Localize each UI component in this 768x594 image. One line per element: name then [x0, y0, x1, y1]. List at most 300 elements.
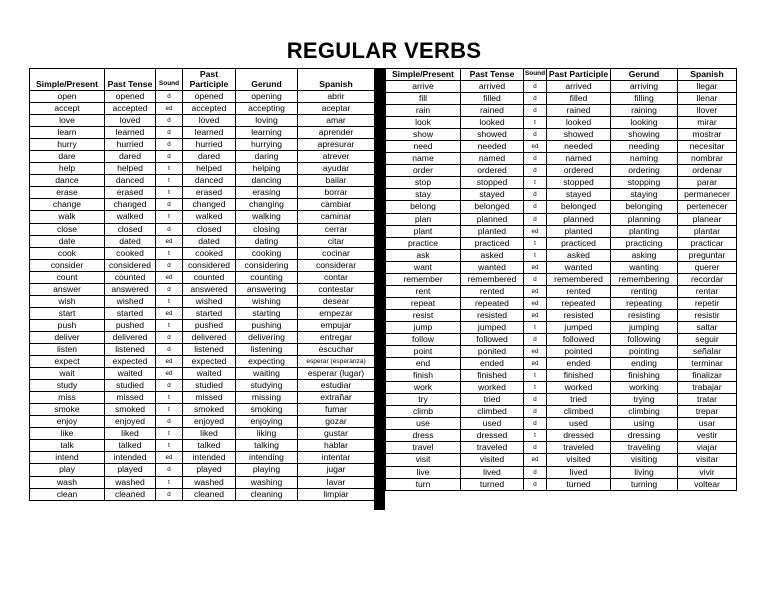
table-row	[386, 237, 737, 249]
cell-past-participle: dressed	[547, 430, 611, 442]
cell-sound: ed	[524, 285, 547, 297]
cell-spanish: contestar	[298, 283, 375, 295]
cell-spanish: viajar	[678, 442, 737, 454]
cell-spanish: planear	[678, 213, 737, 225]
cell-simple-present: date	[30, 235, 105, 247]
cell-spanish: permanecer	[678, 189, 737, 201]
table-row	[30, 319, 375, 331]
cell-past-tense: helped	[105, 163, 156, 175]
cell-past-tense: changed	[105, 199, 156, 211]
col-header-sound: Sound	[156, 69, 183, 91]
cell-spanish: limpiar	[298, 488, 375, 500]
cell-sound: t	[156, 211, 183, 223]
cell-past-tense: opened	[105, 91, 156, 103]
cell-spanish: considerar	[298, 259, 375, 271]
cell-past-tense: pushed	[105, 319, 156, 331]
cell-past-tense: cleaned	[105, 488, 156, 500]
cell-gerund: cleaning	[236, 488, 298, 500]
cell-spanish: borrar	[298, 187, 375, 199]
cell-simple-present: climb	[386, 406, 461, 418]
cell-gerund: asking	[611, 249, 678, 261]
cell-past-tense: filled	[461, 93, 524, 105]
cell-gerund: enjoying	[236, 416, 298, 428]
cell-simple-present: erase	[30, 187, 105, 199]
cell-spanish: señalar	[678, 346, 737, 358]
cell-past-tense: climbed	[461, 406, 524, 418]
cell-simple-present: clean	[30, 488, 105, 500]
cell-past-participle: missed	[183, 392, 236, 404]
cell-past-tense: liked	[105, 428, 156, 440]
table-row	[386, 394, 737, 406]
cell-gerund: trying	[611, 394, 678, 406]
cell-gerund: traveling	[611, 442, 678, 454]
cell-past-tense: missed	[105, 392, 156, 404]
cell-gerund: looking	[611, 117, 678, 129]
table-row	[30, 175, 375, 187]
cell-sound: t	[156, 319, 183, 331]
cell-past-tense: considered	[105, 259, 156, 271]
cell-past-participle: wanted	[547, 261, 611, 273]
table-row	[30, 440, 375, 452]
cell-past-tense: repeated	[461, 297, 524, 309]
cell-spanish: vestir	[678, 430, 737, 442]
cell-spanish: lavar	[298, 476, 375, 488]
cell-sound: d	[524, 273, 547, 285]
cell-spanish: finalizar	[678, 370, 737, 382]
cell-past-participle: studied	[183, 380, 236, 392]
cell-simple-present: like	[30, 428, 105, 440]
cell-sound: d	[524, 333, 547, 345]
table-row	[30, 91, 375, 103]
cell-sound: ed	[156, 356, 183, 368]
cell-past-participle: remembered	[547, 273, 611, 285]
cell-simple-present: stop	[386, 177, 461, 189]
cell-gerund: pushing	[236, 319, 298, 331]
cell-gerund: waiting	[236, 368, 298, 380]
cell-gerund: walking	[236, 211, 298, 223]
cell-simple-present: close	[30, 223, 105, 235]
table-row	[386, 129, 737, 141]
cell-spanish: apresurar	[298, 139, 375, 151]
cell-spanish: citar	[298, 235, 375, 247]
col-header-simple-present: Simple/Present	[30, 69, 105, 91]
table-row	[30, 199, 375, 211]
cell-past-participle: planted	[547, 225, 611, 237]
cell-simple-present: change	[30, 199, 105, 211]
table-row	[386, 105, 737, 117]
cell-spanish: practicar	[678, 237, 737, 249]
cell-past-tense: traveled	[461, 442, 524, 454]
cell-spanish: esperar (lugar)	[298, 368, 375, 380]
cell-gerund: smoking	[236, 404, 298, 416]
cell-past-participle: talked	[183, 440, 236, 452]
cell-past-tense: followed	[461, 333, 524, 345]
cell-simple-present: point	[386, 346, 461, 358]
col-header-spanish: Spanish	[678, 69, 737, 81]
cell-past-tense: intended	[105, 452, 156, 464]
table-row	[30, 223, 375, 235]
cell-past-tense: answered	[105, 283, 156, 295]
cell-spanish: amar	[298, 115, 375, 127]
cell-gerund: wanting	[611, 261, 678, 273]
cell-simple-present: arrive	[386, 81, 461, 93]
cell-simple-present: order	[386, 165, 461, 177]
cell-past-tense: wanted	[461, 261, 524, 273]
cell-sound: d	[524, 442, 547, 454]
cell-past-tense: visited	[461, 454, 524, 466]
col-header-simple-present: Simple/Present	[386, 69, 461, 81]
table-row	[386, 430, 737, 442]
cell-gerund: visiting	[611, 454, 678, 466]
table-row	[386, 370, 737, 382]
cell-past-tense: dared	[105, 151, 156, 163]
cell-simple-present: turn	[386, 478, 461, 490]
cell-sound: d	[524, 213, 547, 225]
cell-sound: d	[156, 259, 183, 271]
cell-sound: d	[524, 81, 547, 93]
cell-past-participle: ordered	[547, 165, 611, 177]
table-row	[30, 211, 375, 223]
cell-sound: d	[156, 343, 183, 355]
cell-simple-present: love	[30, 115, 105, 127]
cell-gerund: accepting	[236, 103, 298, 115]
table-row	[30, 163, 375, 175]
table-row	[30, 416, 375, 428]
column-divider	[374, 68, 385, 510]
col-header-past-tense: Past Tense	[461, 69, 524, 81]
cell-gerund: closing	[236, 223, 298, 235]
cell-past-participle: pushed	[183, 319, 236, 331]
cell-gerund: wishing	[236, 295, 298, 307]
cell-sound: t	[524, 382, 547, 394]
verbs-table-left	[29, 68, 375, 501]
cell-past-tense: turned	[461, 478, 524, 490]
cell-gerund: hurrying	[236, 139, 298, 151]
cell-spanish: terminar	[678, 358, 737, 370]
cell-past-participle: named	[547, 153, 611, 165]
table-row	[30, 115, 375, 127]
cell-gerund: studying	[236, 380, 298, 392]
table-row	[386, 285, 737, 297]
table-row	[386, 382, 737, 394]
cell-spanish: trepar	[678, 406, 737, 418]
cell-sound: t	[156, 440, 183, 452]
cell-simple-present: hurry	[30, 139, 105, 151]
table-row	[30, 380, 375, 392]
cell-simple-present: play	[30, 464, 105, 476]
cell-simple-present: belong	[386, 201, 461, 213]
cell-past-participle: repeated	[547, 297, 611, 309]
cell-simple-present: learn	[30, 127, 105, 139]
cell-simple-present: travel	[386, 442, 461, 454]
table-row	[30, 295, 375, 307]
cell-past-participle: walked	[183, 211, 236, 223]
table-row	[386, 225, 737, 237]
cell-past-tense: expected	[105, 356, 156, 368]
table-row	[386, 418, 737, 430]
cell-spanish: trabajar	[678, 382, 737, 394]
cell-past-participle: planned	[547, 213, 611, 225]
cell-sound: ed	[524, 358, 547, 370]
cell-sound: t	[524, 237, 547, 249]
cell-past-tense: lived	[461, 466, 524, 478]
table-row	[30, 464, 375, 476]
cell-simple-present: stay	[386, 189, 461, 201]
cell-simple-present: jump	[386, 321, 461, 333]
cell-spanish: contar	[298, 271, 375, 283]
cell-past-tense: remembered	[461, 273, 524, 285]
table-row	[30, 127, 375, 139]
cell-past-tense: ended	[461, 358, 524, 370]
cell-past-tense: belonged	[461, 201, 524, 213]
table-row	[386, 321, 737, 333]
verbs-table-right	[385, 68, 737, 491]
cell-spanish: mostrar	[678, 129, 737, 141]
cell-past-participle: expected	[183, 356, 236, 368]
cell-gerund: renting	[611, 285, 678, 297]
cell-spanish: hablar	[298, 440, 375, 452]
cell-sound: ed	[156, 368, 183, 380]
cell-sound: d	[156, 151, 183, 163]
cell-gerund: considering	[236, 259, 298, 271]
cell-sound: ed	[524, 346, 547, 358]
cell-past-participle: closed	[183, 223, 236, 235]
cell-gerund: answering	[236, 283, 298, 295]
cell-spanish: desear	[298, 295, 375, 307]
cell-simple-present: wash	[30, 476, 105, 488]
cell-simple-present: fill	[386, 93, 461, 105]
cell-past-tense: rented	[461, 285, 524, 297]
cell-sound: d	[524, 129, 547, 141]
cell-spanish: repetir	[678, 297, 737, 309]
cell-past-participle: arrived	[547, 81, 611, 93]
table-row	[30, 235, 375, 247]
cell-simple-present: end	[386, 358, 461, 370]
cell-gerund: starting	[236, 307, 298, 319]
cell-spanish: seguir	[678, 333, 737, 345]
cell-spanish: bailar	[298, 175, 375, 187]
cell-simple-present: enjoy	[30, 416, 105, 428]
cell-simple-present: show	[386, 129, 461, 141]
cell-spanish: pertenecer	[678, 201, 737, 213]
cell-sound: d	[156, 115, 183, 127]
table-row	[30, 247, 375, 259]
cell-gerund: dancing	[236, 175, 298, 187]
cell-spanish: llover	[678, 105, 737, 117]
table-row	[386, 213, 737, 225]
cell-past-participle: enjoyed	[183, 416, 236, 428]
cell-past-participle: changed	[183, 199, 236, 211]
cell-past-participle: looked	[547, 117, 611, 129]
cell-simple-present: practice	[386, 237, 461, 249]
cell-simple-present: try	[386, 394, 461, 406]
table-row	[30, 283, 375, 295]
cell-gerund: living	[611, 466, 678, 478]
cell-gerund: repeating	[611, 297, 678, 309]
cell-past-tense: smoked	[105, 404, 156, 416]
cell-sound: d	[156, 91, 183, 103]
cell-sound: d	[156, 283, 183, 295]
table-row	[386, 261, 737, 273]
cell-spanish: voltear	[678, 478, 737, 490]
page-title: REGULAR VERBS	[286, 38, 482, 63]
cell-sound: d	[156, 488, 183, 500]
cell-spanish: nombrar	[678, 153, 737, 165]
cell-spanish: abrir	[298, 91, 375, 103]
cell-sound: d	[524, 93, 547, 105]
table-row	[386, 333, 737, 345]
cell-past-participle: worked	[547, 382, 611, 394]
cell-gerund: helping	[236, 163, 298, 175]
cell-past-participle: belonged	[547, 201, 611, 213]
cell-sound: t	[156, 175, 183, 187]
cell-spanish: fumar	[298, 404, 375, 416]
cell-simple-present: accept	[30, 103, 105, 115]
cell-past-participle: visited	[547, 454, 611, 466]
cell-spanish: gozar	[298, 416, 375, 428]
cell-past-participle: hurried	[183, 139, 236, 151]
cell-gerund: jumping	[611, 321, 678, 333]
cell-sound: t	[156, 163, 183, 175]
table-row	[30, 103, 375, 115]
cell-past-tense: worked	[461, 382, 524, 394]
col-header-past-participle: Past Participle	[547, 69, 611, 81]
cell-past-participle: learned	[183, 127, 236, 139]
cell-simple-present: help	[30, 163, 105, 175]
cell-spanish: cambiar	[298, 199, 375, 211]
cell-spanish: intentar	[298, 452, 375, 464]
cell-simple-present: dance	[30, 175, 105, 187]
cell-past-tense: cooked	[105, 247, 156, 259]
cell-past-participle: dared	[183, 151, 236, 163]
cell-spanish: resistir	[678, 309, 737, 321]
cell-gerund: daring	[236, 151, 298, 163]
cell-past-tense: played	[105, 464, 156, 476]
col-header-past-tense: Past Tense	[105, 69, 156, 91]
cell-sound: d	[156, 127, 183, 139]
cell-gerund: changing	[236, 199, 298, 211]
cell-simple-present: follow	[386, 333, 461, 345]
cell-gerund: expecting	[236, 356, 298, 368]
cell-spanish: empujar	[298, 319, 375, 331]
cell-past-tense: washed	[105, 476, 156, 488]
cell-gerund: naming	[611, 153, 678, 165]
table-row	[386, 358, 737, 370]
cell-spanish: tratar	[678, 394, 737, 406]
cell-simple-present: look	[386, 117, 461, 129]
cell-simple-present: study	[30, 380, 105, 392]
cell-gerund: missing	[236, 392, 298, 404]
cell-simple-present: visit	[386, 454, 461, 466]
cell-past-participle: rained	[547, 105, 611, 117]
cell-past-participle: intended	[183, 452, 236, 464]
cell-past-participle: listened	[183, 343, 236, 355]
cell-past-tense: stopped	[461, 177, 524, 189]
cell-past-tense: talked	[105, 440, 156, 452]
cell-past-tense: enjoyed	[105, 416, 156, 428]
cell-sound: t	[524, 430, 547, 442]
cell-past-participle: resisted	[547, 309, 611, 321]
cell-gerund: belonging	[611, 201, 678, 213]
table-row	[386, 346, 737, 358]
cell-simple-present: need	[386, 141, 461, 153]
cell-gerund: intending	[236, 452, 298, 464]
cell-past-participle: liked	[183, 428, 236, 440]
cell-past-tense: planted	[461, 225, 524, 237]
cell-sound: t	[156, 247, 183, 259]
cell-simple-present: count	[30, 271, 105, 283]
table-row	[386, 141, 737, 153]
cell-gerund: ordering	[611, 165, 678, 177]
cell-past-participle: asked	[547, 249, 611, 261]
cell-past-participle: danced	[183, 175, 236, 187]
cell-spanish: escuchar	[298, 343, 375, 355]
cell-past-participle: practiced	[547, 237, 611, 249]
table-row	[386, 273, 737, 285]
cell-sound: t	[156, 476, 183, 488]
cell-past-participle: rented	[547, 285, 611, 297]
cell-past-tense: tried	[461, 394, 524, 406]
cell-simple-present: dare	[30, 151, 105, 163]
cell-past-participle: cleaned	[183, 488, 236, 500]
cell-sound: t	[524, 321, 547, 333]
cell-simple-present: rent	[386, 285, 461, 297]
cell-sound: d	[524, 165, 547, 177]
cell-gerund: counting	[236, 271, 298, 283]
cell-sound: t	[156, 404, 183, 416]
cell-sound: ed	[156, 452, 183, 464]
cell-simple-present: remember	[386, 273, 461, 285]
cell-past-tense: ponited	[461, 346, 524, 358]
col-header-sound: Sound	[524, 69, 547, 81]
cell-sound: d	[156, 139, 183, 151]
cell-past-tense: ordered	[461, 165, 524, 177]
cell-gerund: raining	[611, 105, 678, 117]
cell-gerund: talking	[236, 440, 298, 452]
cell-past-tense: practiced	[461, 237, 524, 249]
cell-simple-present: use	[386, 418, 461, 430]
cell-past-participle: accepted	[183, 103, 236, 115]
cell-gerund: needing	[611, 141, 678, 153]
cell-past-participle: followed	[547, 333, 611, 345]
cell-past-participle: waited	[183, 368, 236, 380]
table-row	[30, 428, 375, 440]
table-row	[386, 406, 737, 418]
cell-gerund: showing	[611, 129, 678, 141]
table-row	[386, 165, 737, 177]
cell-simple-present: push	[30, 319, 105, 331]
table-row	[30, 271, 375, 283]
cell-past-participle: needed	[547, 141, 611, 153]
table-row	[30, 392, 375, 404]
cell-past-tense: danced	[105, 175, 156, 187]
cell-past-participle: dated	[183, 235, 236, 247]
cell-past-participle: started	[183, 307, 236, 319]
table-row	[30, 356, 375, 368]
cell-past-tense: jumped	[461, 321, 524, 333]
cell-spanish: rentar	[678, 285, 737, 297]
cell-sound: d	[524, 201, 547, 213]
cell-past-participle: lived	[547, 466, 611, 478]
cell-past-tense: asked	[461, 249, 524, 261]
cell-spanish: ordenar	[678, 165, 737, 177]
cell-past-participle: pointed	[547, 346, 611, 358]
cell-sound: d	[156, 199, 183, 211]
cell-sound: d	[156, 464, 183, 476]
cell-gerund: listening	[236, 343, 298, 355]
cell-past-participle: helped	[183, 163, 236, 175]
cell-past-participle: delivered	[183, 331, 236, 343]
